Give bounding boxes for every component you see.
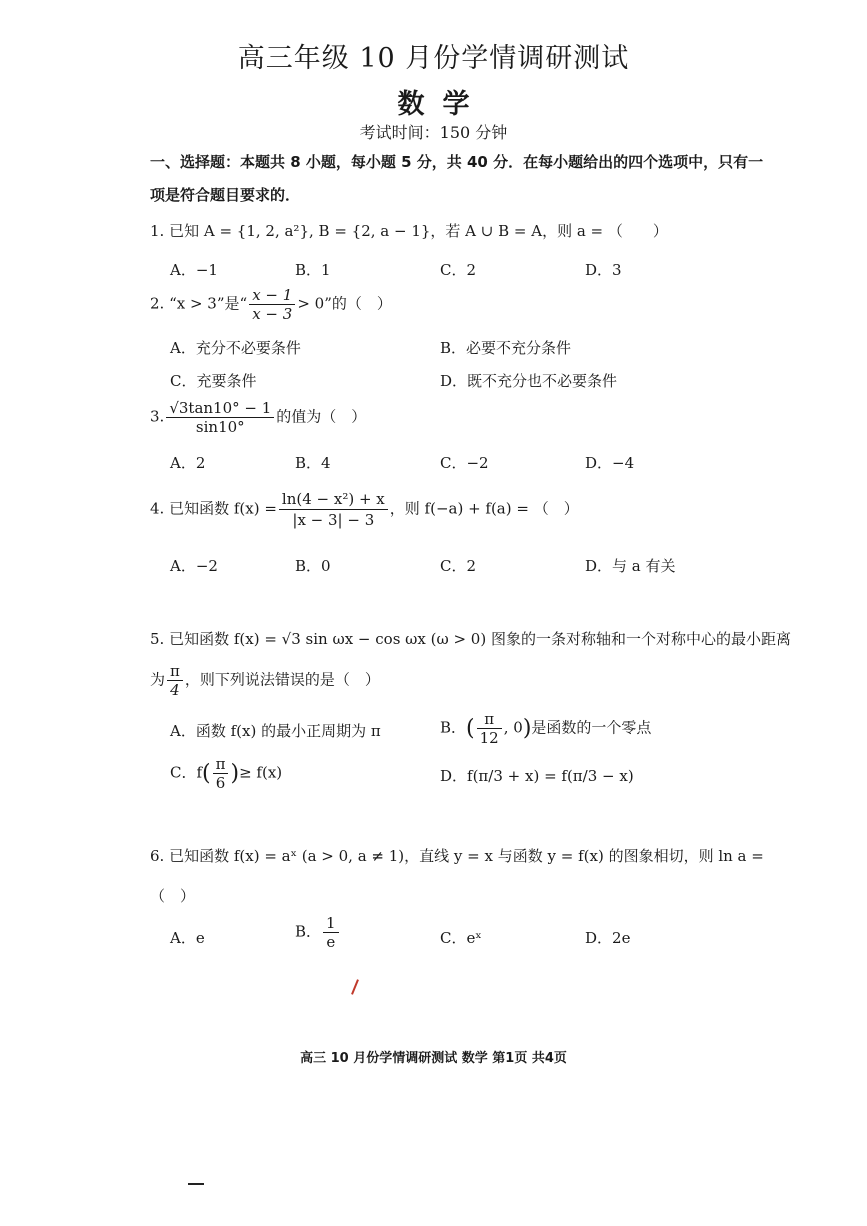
q3-fraction-num: √3tan10° − 1 [166, 399, 274, 418]
q4-suffix: ，则 f(−a) + f(a) = （ ） [389, 499, 579, 518]
q5-optc-num: π [213, 755, 229, 774]
question-1-text: 1. 已知 A = {1, 2, a²}, B = {2, a − 1}，若 A ∪ B = A，则 a = （ ） [150, 222, 668, 240]
q5-optb-suffix: 是函数的一个零点 [531, 718, 652, 737]
q3-fraction-den: sin10° [195, 418, 245, 436]
question-5-line2 [150, 662, 380, 699]
q6-option-b [295, 914, 341, 951]
q5-optc-prefix: C．f [170, 763, 203, 782]
q2-option-b: B．必要不充分条件 [440, 339, 572, 357]
q5-option-b [440, 710, 651, 747]
q4-prefix: 4. 已知函数 f(x) = [150, 499, 277, 518]
exam-title: 高三年级 10 月份学情调研测试 [237, 43, 630, 74]
q2-prefix: 2. “x > 3”是“ [150, 294, 248, 313]
q2-suffix: > 0”的（ ） [297, 294, 392, 313]
q3-fraction [166, 399, 274, 436]
q6-optb-prefix: B． [295, 922, 322, 941]
q5-option-a: A．函数 f(x) 的最小正周期为 π [170, 722, 381, 740]
q5-option-d: D．f(π/3 + x) = f(π/3 − x) [440, 767, 634, 785]
q5-line2-num: π [167, 662, 183, 681]
q5-optb-prefix: B． [440, 718, 467, 737]
q5-optb-fraction [477, 710, 502, 747]
q5-line2-prefix: 为 [150, 670, 166, 689]
q5-optc-suffix: ≥ f(x) [239, 763, 283, 782]
q2-fraction-den: x − 3 [252, 305, 293, 323]
q3-option-c: C．−2 [440, 454, 489, 472]
q6-optb-den: e [326, 933, 336, 951]
q2-option-d: D．既不充分也不必要条件 [440, 372, 618, 390]
question-6-line1: 6. 已知函数 f(x) = aˣ (a > 0, a ≠ 1)，直线 y = x 与函数 y = f(x) 的图象相切，则 ln a = [150, 847, 764, 865]
q1-option-a: A．−1 [170, 261, 218, 279]
q6-optb-fraction [323, 914, 339, 951]
question-4-text [150, 489, 579, 530]
q1-option-b: B．1 [295, 261, 331, 279]
q3-option-b: B．4 [295, 454, 331, 472]
q5-option-c [170, 755, 282, 792]
q4-option-d: D．与 a 有关 [585, 557, 676, 575]
page-footer: 高三 10 月份学情调研测试 数学 第1页 共4页 [300, 1051, 567, 1066]
question-6-line2: （ ） [150, 887, 196, 905]
q5-optb-num: π [477, 710, 502, 729]
question-5-line1: 5. 已知函数 f(x) = √3 sin ωx − cos ωx (ω > 0) 图象的一条对称轴和一个对称中心的最小距离 [150, 630, 791, 648]
q2-option-c: C．充要条件 [170, 372, 257, 390]
q6-optb-num: 1 [323, 914, 339, 933]
q2-fraction [249, 286, 295, 323]
q4-fraction-num: ln(4 − x²) + x [279, 489, 388, 510]
q4-option-b: B．0 [295, 557, 331, 575]
dash-mark [188, 1183, 204, 1185]
question-2-text [150, 286, 392, 323]
q6-option-a: A．e [170, 929, 205, 947]
section-header-line2: 项是符合题目要求的． [150, 186, 301, 204]
q5-optb-rparen: ) [522, 716, 532, 741]
exam-duration: 考试时间：150 分钟 [359, 123, 508, 142]
q5-line2-fraction [167, 662, 183, 699]
q3-option-a: A．2 [170, 454, 206, 472]
q4-option-a: A．−2 [170, 557, 218, 575]
q3-suffix: 的值为（ ） [276, 407, 367, 426]
red-pen-mark [351, 979, 359, 995]
q5-optc-fraction [213, 755, 229, 792]
q5-line2-den: 4 [170, 681, 180, 699]
section-header-line1: 一、选择题：本题共 8 小题，每小题 5 分，共 40 分．在每小题给出的四个选项中，只有一 [150, 153, 764, 171]
q6-option-d: D．2e [585, 929, 631, 947]
q4-fraction [279, 489, 388, 530]
q2-fraction-num: x − 1 [249, 286, 295, 305]
q1-option-d: D．3 [585, 261, 622, 279]
subject-title: 数学 [397, 89, 488, 120]
q5-optb-lparen: ( [466, 716, 475, 741]
q5-optb-den: 12 [479, 729, 499, 747]
q5-optb-mid: , 0 [503, 718, 523, 737]
q4-fraction-den: |x − 3| − 3 [292, 511, 375, 529]
q5-line2-suffix: ，则下列说法错误的是（ ） [184, 670, 380, 689]
q1-option-c: C．2 [440, 261, 477, 279]
q5-optc-den: 6 [215, 774, 226, 792]
q2-option-a: A．充分不必要条件 [170, 339, 301, 357]
q5-optc-lparen: ( [202, 761, 211, 786]
q6-option-c: C．eˣ [440, 929, 482, 947]
q5-optc-rparen: ) [230, 761, 240, 786]
q3-prefix: 3. [150, 407, 165, 426]
question-3-text [150, 399, 366, 436]
q3-option-d: D．−4 [585, 454, 635, 472]
q4-option-c: C．2 [440, 557, 477, 575]
